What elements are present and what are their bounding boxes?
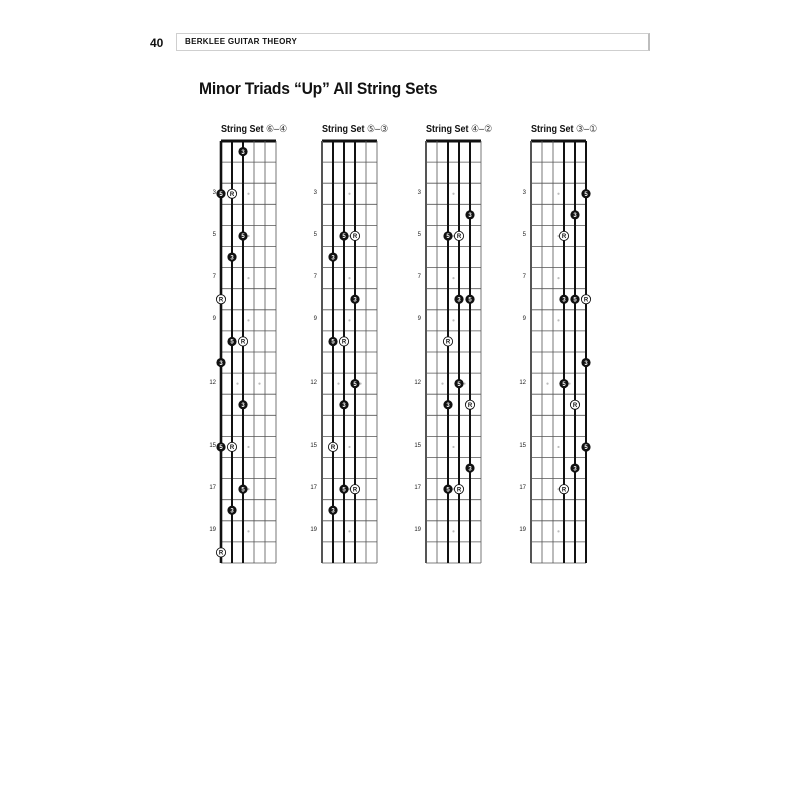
fret-number: 19 — [414, 527, 421, 534]
string-set-range: ③–① — [576, 124, 598, 135]
fret-number: 5 — [417, 231, 421, 238]
root-note — [350, 231, 359, 240]
fifth-note — [581, 189, 590, 198]
page-title: Minor Triads “Up” All String Sets — [199, 79, 438, 98]
svg-text:3: 3 — [342, 402, 346, 409]
svg-text:R: R — [341, 339, 347, 346]
fret-number: 5 — [313, 231, 317, 238]
svg-text:R: R — [456, 234, 462, 241]
svg-text:5: 5 — [446, 234, 450, 241]
fifth-note — [350, 379, 359, 388]
svg-text:3: 3 — [573, 466, 577, 473]
svg-text:3: 3 — [241, 149, 245, 156]
svg-text:5: 5 — [584, 445, 588, 452]
fifth-note — [328, 337, 337, 346]
fretboard — [314, 139, 384, 579]
svg-text:R: R — [229, 191, 235, 198]
fifth-note — [443, 485, 452, 494]
string-set-range: ⑤–③ — [367, 124, 389, 135]
fret-number: 17 — [310, 485, 317, 492]
fret-number: 15 — [209, 442, 216, 449]
string-set-title — [221, 124, 287, 135]
fret-number: 9 — [417, 316, 421, 323]
svg-text:3: 3 — [241, 402, 245, 409]
fifth-note — [216, 189, 225, 198]
svg-text:R: R — [352, 234, 358, 241]
svg-text:5: 5 — [353, 381, 357, 388]
root-note — [238, 337, 247, 346]
svg-text:5: 5 — [468, 297, 472, 304]
svg-text:3: 3 — [457, 297, 461, 304]
string-set-title — [426, 124, 492, 135]
root-note — [339, 337, 348, 346]
fret-number: 9 — [212, 316, 216, 323]
fret-number: 17 — [209, 485, 216, 492]
root-note — [328, 442, 337, 451]
svg-text:R: R — [240, 339, 246, 346]
string-set-label: String Set — [322, 124, 368, 135]
root-note — [216, 295, 225, 304]
fifth-note — [581, 442, 590, 451]
svg-text:5: 5 — [241, 487, 245, 494]
fret-number: 15 — [414, 442, 421, 449]
svg-text:R: R — [229, 445, 235, 452]
fret-number: 19 — [209, 527, 216, 534]
fifth-note — [454, 379, 463, 388]
fretboard — [523, 139, 593, 579]
string-set-range: ⑥–④ — [266, 124, 288, 135]
third-note — [570, 210, 579, 219]
svg-text:R: R — [218, 550, 224, 557]
third-note — [454, 295, 463, 304]
root-note — [216, 548, 225, 557]
fifth-note — [570, 295, 579, 304]
string-set-title — [531, 124, 597, 135]
string-set-label: String Set — [221, 124, 267, 135]
fret-number: 7 — [417, 274, 421, 281]
svg-text:3: 3 — [446, 402, 450, 409]
fret-number: 3 — [313, 189, 317, 196]
string-set-label: String Set — [531, 124, 577, 135]
svg-text:3: 3 — [562, 297, 566, 304]
svg-text:5: 5 — [241, 234, 245, 241]
root-note — [559, 231, 568, 240]
svg-text:5: 5 — [219, 445, 223, 452]
root-note — [227, 189, 236, 198]
fretboard — [213, 139, 283, 579]
fret-number: 3 — [212, 189, 216, 196]
third-note — [465, 463, 474, 472]
fret-number: 7 — [313, 274, 317, 281]
svg-text:5: 5 — [446, 487, 450, 494]
svg-text:R: R — [572, 402, 578, 409]
fret-number: 7 — [522, 274, 526, 281]
svg-text:5: 5 — [342, 234, 346, 241]
fret-number: 15 — [519, 442, 526, 449]
fret-number: 5 — [212, 231, 216, 238]
svg-text:R: R — [456, 487, 462, 494]
svg-text:R: R — [330, 445, 336, 452]
fret-number: 12 — [209, 379, 216, 386]
root-note — [570, 400, 579, 409]
fret-number: 17 — [414, 485, 421, 492]
fret-number: 3 — [417, 189, 421, 196]
svg-text:5: 5 — [584, 191, 588, 198]
fifth-note — [216, 442, 225, 451]
fret-number: 15 — [310, 442, 317, 449]
fifth-note — [339, 485, 348, 494]
svg-text:5: 5 — [562, 381, 566, 388]
fret-number: 12 — [310, 379, 317, 386]
svg-text:3: 3 — [331, 508, 335, 515]
fret-number: 12 — [519, 379, 526, 386]
svg-text:5: 5 — [331, 339, 335, 346]
fret-number: 12 — [414, 379, 421, 386]
svg-text:5: 5 — [573, 297, 577, 304]
svg-text:5: 5 — [219, 191, 223, 198]
fret-number: 3 — [522, 189, 526, 196]
svg-text:3: 3 — [468, 466, 472, 473]
fifth-note — [465, 295, 474, 304]
svg-text:R: R — [445, 339, 451, 346]
fret-number: 17 — [519, 485, 526, 492]
svg-text:3: 3 — [219, 360, 223, 367]
fifth-note — [559, 379, 568, 388]
root-note — [350, 485, 359, 494]
fret-number: 19 — [519, 527, 526, 534]
fretboard — [418, 139, 488, 579]
svg-text:3: 3 — [230, 508, 234, 515]
root-note — [454, 231, 463, 240]
third-note — [443, 400, 452, 409]
fret-number: 9 — [522, 316, 526, 323]
fifth-note — [227, 337, 236, 346]
svg-text:5: 5 — [342, 487, 346, 494]
svg-text:3: 3 — [584, 360, 588, 367]
svg-text:3: 3 — [230, 255, 234, 262]
svg-text:R: R — [352, 487, 358, 494]
svg-text:3: 3 — [353, 297, 357, 304]
svg-text:R: R — [561, 234, 567, 241]
svg-text:R: R — [218, 297, 224, 304]
third-note — [227, 252, 236, 261]
third-note — [339, 400, 348, 409]
root-note — [559, 485, 568, 494]
running-title: BERKLEE GUITAR THEORY — [185, 37, 298, 46]
string-set-label: String Set — [426, 124, 472, 135]
page-number: 40 — [150, 36, 164, 50]
svg-text:R: R — [561, 487, 567, 494]
root-note — [581, 295, 590, 304]
string-set-title — [322, 124, 388, 135]
third-note — [570, 463, 579, 472]
fret-number: 7 — [212, 274, 216, 281]
fret-number: 5 — [522, 231, 526, 238]
third-note — [216, 358, 225, 367]
root-note — [443, 337, 452, 346]
fifth-note — [443, 231, 452, 240]
root-note — [465, 400, 474, 409]
fifth-note — [238, 231, 247, 240]
fifth-note — [238, 485, 247, 494]
string-set-range: ④–② — [471, 124, 493, 135]
svg-text:3: 3 — [468, 213, 472, 220]
third-note — [238, 147, 247, 156]
fret-number: 9 — [313, 316, 317, 323]
root-note — [227, 442, 236, 451]
third-note — [328, 252, 337, 261]
third-note — [328, 506, 337, 515]
svg-text:3: 3 — [331, 255, 335, 262]
third-note — [559, 295, 568, 304]
third-note — [238, 400, 247, 409]
svg-text:3: 3 — [573, 213, 577, 220]
running-header — [176, 33, 650, 51]
root-note — [454, 485, 463, 494]
fret-number: 19 — [310, 527, 317, 534]
svg-text:R: R — [583, 297, 589, 304]
svg-text:5: 5 — [457, 381, 461, 388]
third-note — [350, 295, 359, 304]
third-note — [465, 210, 474, 219]
svg-text:5: 5 — [230, 339, 234, 346]
fifth-note — [339, 231, 348, 240]
third-note — [581, 358, 590, 367]
third-note — [227, 506, 236, 515]
svg-text:R: R — [467, 402, 473, 409]
